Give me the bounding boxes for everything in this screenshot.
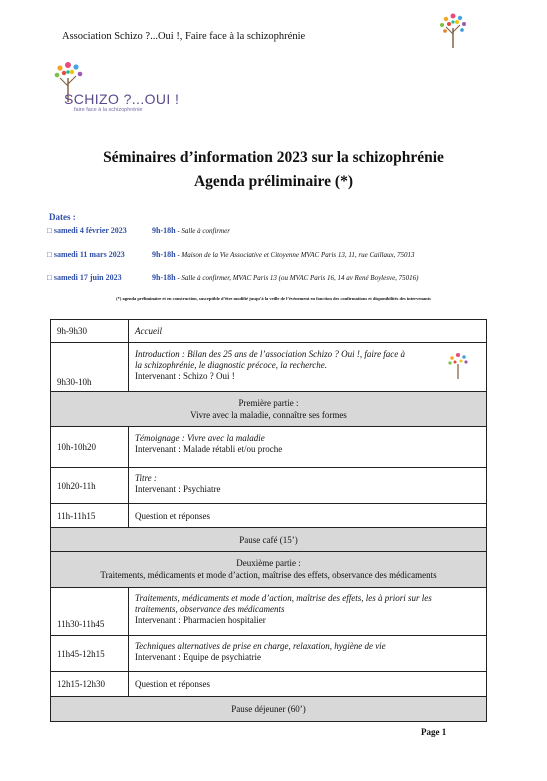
logo-name: SCHIZO ?...OUI ! [64, 91, 180, 107]
session-speaker: Intervenant : Pharmacien hospitalier [135, 615, 266, 625]
time-cell: 10h-10h20 [51, 427, 129, 468]
session-topic: Introduction : Bilan des 25 ans de l’association Schizo ? Oui !, faire face à [135, 349, 406, 359]
agenda-note: (*) agenda préliminaire et en construction, susceptible d’être modifié jusqu’à la veille de l’événement en fonction des confirmations et disponibilités des intervenants [116, 296, 431, 301]
date-hours: 9h-18h [152, 250, 176, 259]
date-hours: 9h-18h [152, 226, 176, 235]
time-cell: 9h-9h30 [51, 320, 129, 343]
logo-tagline: faire face à la schizophrénie [74, 107, 143, 113]
time-cell: 11h45-12h15 [51, 636, 129, 672]
session-cell: Question et réponses [129, 672, 487, 697]
session-cell [129, 343, 487, 392]
session-topic: Techniques alternatives de prise en charge, relaxation, hygiène de vie [135, 641, 386, 651]
page-subtitle: Agenda préliminaire (*) [193, 173, 353, 190]
session-cell [129, 588, 487, 636]
table-row [51, 320, 487, 343]
break-band: Pause déjeuner (60’) [51, 697, 487, 722]
date-label: □ samedi 11 mars 2023 [47, 250, 125, 259]
time-cell: 11h-11h15 [51, 504, 129, 528]
section-band [51, 552, 487, 588]
session-speaker: Intervenant : Malade rétabli et/ou proche [135, 444, 283, 454]
session-speaker: Intervenant : Equipe de psychiatrie [135, 652, 261, 662]
section-row [51, 697, 487, 722]
session-topic: Traitements, médicaments et mode d’action, maîtrise des effets, les à priori sur les [135, 593, 432, 603]
session-speaker: Intervenant : Schizo ? Oui ! [135, 371, 235, 381]
tree-logo-icon [446, 351, 470, 379]
date-item [47, 273, 419, 282]
session-cell [129, 636, 487, 672]
date-item [47, 226, 230, 235]
session-cell: Question et réponses [129, 504, 487, 528]
page-title: Séminaires d’information 2023 sur la schizophrénie [103, 149, 444, 166]
time-cell: 9h30-10h [51, 343, 129, 392]
session-topic-cont: la schizophrénie, le diagnostic précoce, la recherche. [135, 360, 328, 370]
dates-heading: Dates : [49, 212, 76, 222]
session-speaker: Intervenant : Psychiatre [135, 484, 221, 494]
session-topic: Témoignage : Vivre avec la maladie [135, 433, 265, 443]
section-title: Première partie : [238, 398, 299, 408]
session-cell: Accueil [129, 320, 487, 343]
break-band: Pause café (15’) [51, 528, 487, 552]
section-subtitle: Traitements, médicaments et mode d’action, maîtrise des effets, observance des médicaments [100, 570, 437, 580]
date-label: □ samedi 4 février 2023 [47, 226, 127, 235]
section-row [51, 528, 487, 552]
section-band [51, 392, 487, 427]
section-row [51, 552, 487, 588]
section-subtitle: Vivre avec la maladie, connaître ses formes [190, 410, 347, 420]
page-number: Page 1 [421, 727, 447, 737]
session-cell [129, 427, 487, 468]
date-label: □ samedi 17 juin 2023 [47, 273, 122, 282]
section-row [51, 392, 487, 427]
time-cell: 11h30-11h45 [51, 588, 129, 636]
table-row [51, 672, 487, 697]
time-cell: 12h15-12h30 [51, 672, 129, 697]
association-logo [54, 58, 184, 118]
table-row [51, 468, 487, 504]
session-topic-cont: traitements, observance des médicaments [135, 604, 285, 614]
date-place: - Salle à confirmer, MVAC Paris 13 (ou MVAC Paris 16, 14 av René Boylesve, 75016) [175, 274, 419, 282]
table-row [51, 343, 487, 392]
table-row [51, 636, 487, 672]
section-title: Deuxième partie : [236, 558, 301, 568]
date-place: - Maison de la Vie Associative et Citoyenne MVAC Paris 13, 11, rue Caillaux, 75013 [175, 251, 415, 259]
date-hours: 9h-18h [152, 273, 176, 282]
table-row [51, 427, 487, 468]
date-place: - Salle à confirmer [175, 227, 230, 235]
agenda-table [50, 319, 487, 722]
table-row [51, 504, 487, 528]
association-header: Association Schizo ?...Oui !, Faire face à la schizophrénie [62, 31, 306, 42]
table-row [51, 588, 487, 636]
session-cell [129, 468, 487, 504]
date-item [47, 250, 415, 259]
tree-logo-icon [436, 10, 470, 50]
session-topic: Titre : [135, 473, 157, 483]
time-cell: 10h20-11h [51, 468, 129, 504]
